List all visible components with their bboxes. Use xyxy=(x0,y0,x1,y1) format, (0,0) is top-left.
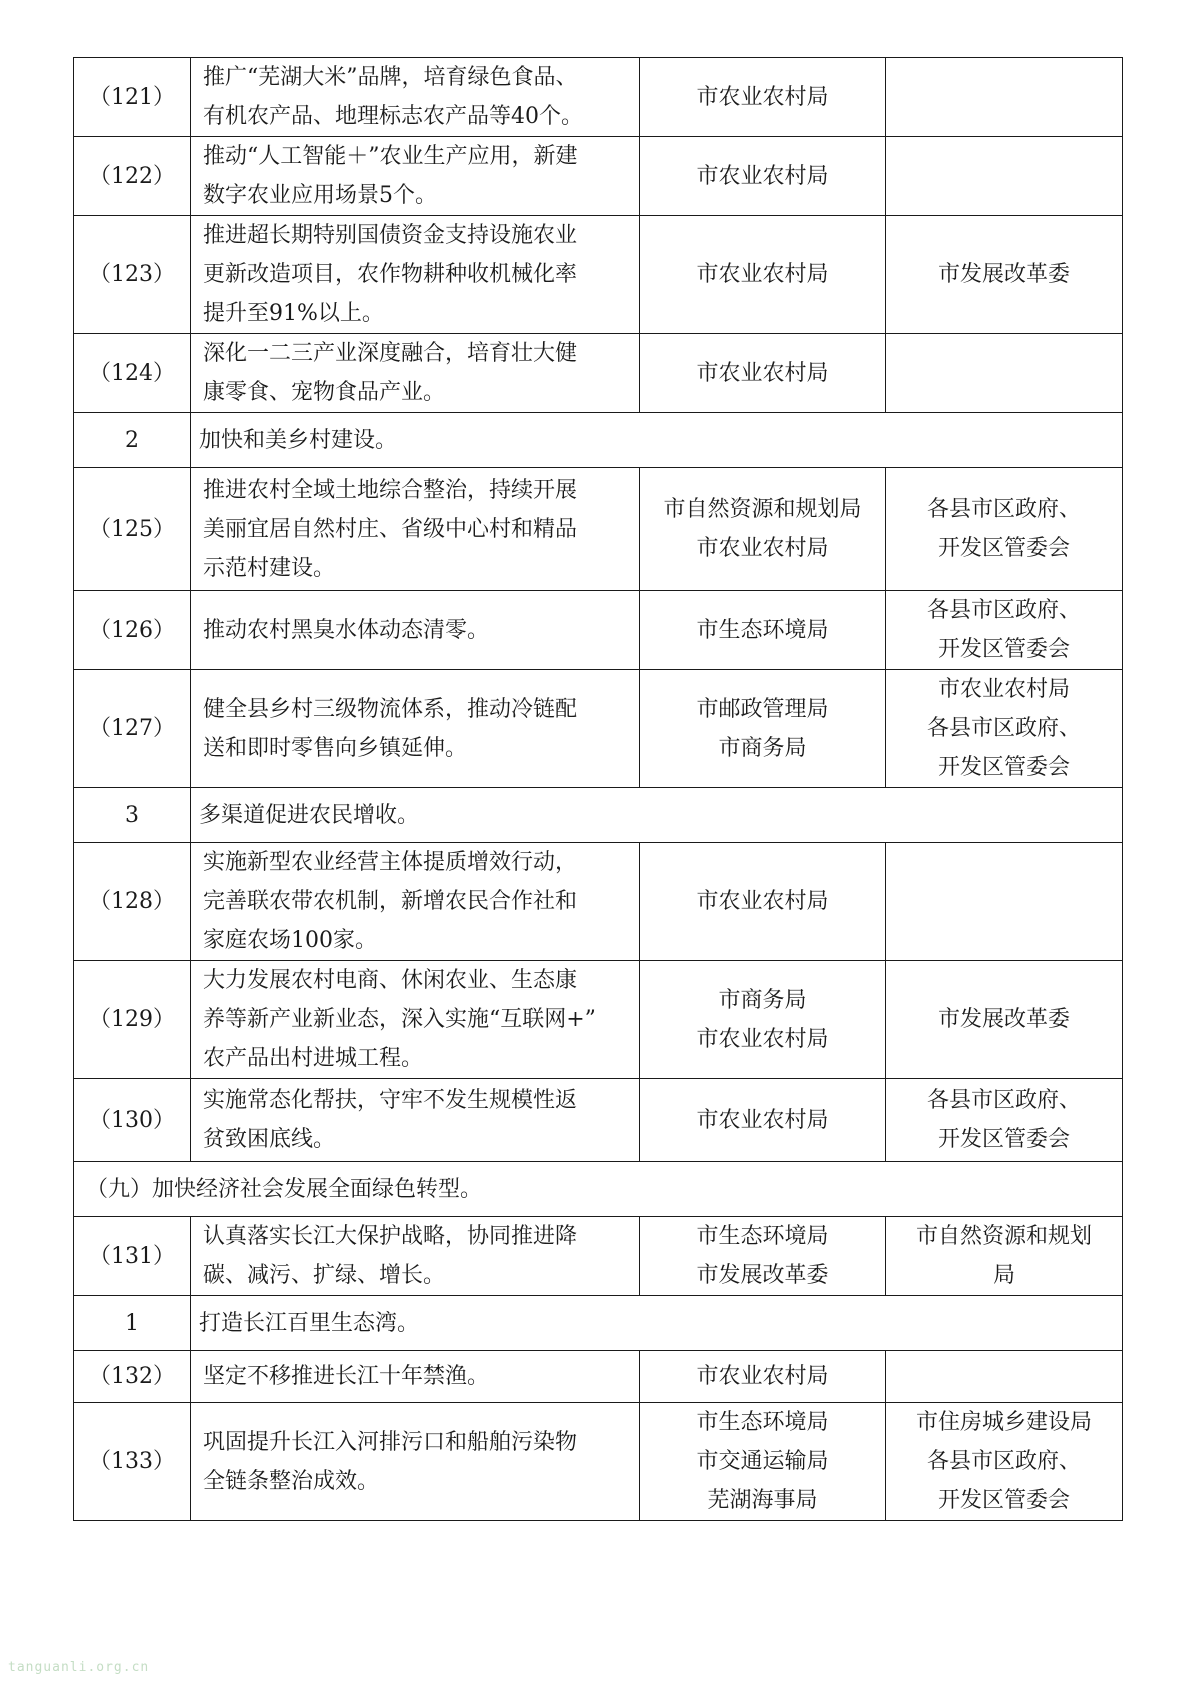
task-description-line: 推广“芜湖大米”品牌，培育绿色食品、 xyxy=(203,65,578,90)
task-description xyxy=(191,1403,640,1521)
task-number: （123） xyxy=(74,216,191,334)
task-description-line: 推进超长期特别国债资金支持设施农业 xyxy=(203,223,578,248)
task-description-line: 坚定不移推进长江十年禁渔。 xyxy=(203,1364,490,1389)
cooperating-unit-line: 市自然资源和规划 xyxy=(915,1224,1092,1249)
lead-unit xyxy=(640,1351,886,1403)
group-title: 打造长江百里生态湾。 xyxy=(191,1296,1123,1351)
group-title: 多渠道促进农民增收。 xyxy=(191,788,1123,843)
task-number: （132） xyxy=(74,1351,191,1403)
cooperating-unit xyxy=(886,591,1123,670)
task-row xyxy=(74,1351,1123,1403)
cooperating-unit-line: 市发展改革委 xyxy=(937,1007,1070,1032)
cooperating-unit-line: 市住房城乡建设局 xyxy=(915,1410,1092,1435)
lead-unit xyxy=(640,1079,886,1162)
cooperating-unit xyxy=(886,670,1123,788)
task-row xyxy=(74,670,1123,788)
task-description xyxy=(191,334,640,413)
task-description-line: 康零食、宠物食品产业。 xyxy=(203,380,446,405)
lead-unit xyxy=(640,961,886,1079)
cooperating-unit-line: 市发展改革委 xyxy=(937,262,1070,287)
task-description xyxy=(191,1217,640,1296)
cooperating-unit xyxy=(886,334,1123,413)
task-description xyxy=(191,137,640,216)
lead-unit-line: 市交通运输局 xyxy=(696,1449,829,1474)
lead-unit-line: 市商务局 xyxy=(718,987,807,1013)
task-description xyxy=(191,58,640,137)
cooperating-unit xyxy=(886,58,1123,137)
task-description xyxy=(191,1351,640,1403)
task-description xyxy=(191,843,640,961)
lead-unit-line: 市农业农村局 xyxy=(696,84,829,110)
lead-unit xyxy=(640,1217,886,1296)
cooperating-unit-line: 开发区管委会 xyxy=(937,536,1070,561)
task-description-line: 提升至91%以上。 xyxy=(203,301,384,326)
task-row xyxy=(74,1217,1123,1296)
lead-unit-line: 市自然资源和规划局 xyxy=(663,497,862,522)
task-description-line: 碳、减污、扩绿、增长。 xyxy=(203,1263,446,1288)
watermark-text: tanguanli.org.cn xyxy=(8,1660,150,1675)
task-description-line: 有机农产品、地理标志农产品等40个。 xyxy=(203,104,583,129)
cooperating-unit-line: 开发区管委会 xyxy=(937,1127,1070,1152)
lead-unit-line: 市生态环境局 xyxy=(696,617,829,643)
lead-unit xyxy=(640,334,886,413)
task-number: （127） xyxy=(74,670,191,788)
section-heading: （九）加快经济社会发展全面绿色转型。 xyxy=(74,1162,1123,1217)
task-table xyxy=(73,57,1123,1521)
cooperating-unit xyxy=(886,1351,1123,1403)
cooperating-unit xyxy=(886,216,1123,334)
task-description-line: 大力发展农村电商、休闲农业、生态康 xyxy=(203,968,578,993)
lead-unit xyxy=(640,58,886,137)
task-description-line: 实施新型农业经营主体提质增效行动， xyxy=(203,850,578,875)
lead-unit-line: 市生态环境局 xyxy=(696,1224,829,1249)
cooperating-unit xyxy=(886,961,1123,1079)
task-row xyxy=(74,216,1123,334)
task-number: （131） xyxy=(74,1217,191,1296)
group-number: 3 xyxy=(74,788,191,843)
lead-unit-line: 市发展改革委 xyxy=(696,1263,829,1288)
task-row xyxy=(74,843,1123,961)
lead-unit-line: 市农业农村局 xyxy=(696,163,829,189)
group-heading-row xyxy=(74,413,1123,468)
task-description-line: 健全县乡村三级物流体系，推动冷链配 xyxy=(203,696,578,722)
cooperating-unit-line: 市农业农村局 xyxy=(937,677,1070,702)
task-description-line: 完善联农带农机制，新增农民合作社和 xyxy=(203,889,578,914)
cooperating-unit-line: 局 xyxy=(992,1263,1015,1288)
lead-unit xyxy=(640,843,886,961)
task-row xyxy=(74,334,1123,413)
cooperating-unit-line: 各县市区政府、 xyxy=(926,598,1081,623)
task-row xyxy=(74,58,1123,137)
lead-unit-line: 芜湖海事局 xyxy=(707,1488,818,1513)
task-description-line: 养等新产业新业态，深入实施“互联网+” xyxy=(203,1007,596,1032)
group-number: 2 xyxy=(74,413,191,468)
task-number: （129） xyxy=(74,961,191,1079)
task-number: （128） xyxy=(74,843,191,961)
task-number: （130） xyxy=(74,1079,191,1162)
lead-unit xyxy=(640,670,886,788)
task-number: （124） xyxy=(74,334,191,413)
task-row xyxy=(74,1079,1123,1162)
cooperating-unit xyxy=(886,1079,1123,1162)
task-row xyxy=(74,468,1123,591)
task-description-line: 推动“人工智能＋”农业生产应用，新建 xyxy=(203,144,578,169)
task-row xyxy=(74,591,1123,670)
cooperating-unit xyxy=(886,843,1123,961)
task-description-line: 农产品出村进城工程。 xyxy=(203,1046,424,1071)
task-row xyxy=(74,961,1123,1079)
task-number: （126） xyxy=(74,591,191,670)
lead-unit-line: 市商务局 xyxy=(718,735,807,761)
lead-unit-line: 市农业农村局 xyxy=(696,360,829,386)
task-row xyxy=(74,1403,1123,1521)
group-heading-row xyxy=(74,788,1123,843)
lead-unit-line: 市农业农村局 xyxy=(696,889,829,914)
task-description-line: 巩固提升长江入河排污口和船舶污染物 xyxy=(203,1429,578,1455)
task-number: （133） xyxy=(74,1403,191,1521)
lead-unit-line: 市邮政管理局 xyxy=(696,696,829,722)
task-description-line: 送和即时零售向乡镇延伸。 xyxy=(203,735,468,761)
lead-unit-line: 市农业农村局 xyxy=(696,262,829,287)
group-title: 加快和美乡村建设。 xyxy=(191,413,1123,468)
task-description-line: 美丽宜居自然村庄、省级中心村和精品 xyxy=(203,516,578,542)
lead-unit-line: 市农业农村局 xyxy=(696,1026,829,1052)
lead-unit xyxy=(640,1403,886,1521)
lead-unit-line: 市生态环境局 xyxy=(696,1410,829,1435)
task-number: （121） xyxy=(74,58,191,137)
cooperating-unit xyxy=(886,468,1123,591)
cooperating-unit xyxy=(886,137,1123,216)
cooperating-unit-line: 开发区管委会 xyxy=(937,637,1070,662)
task-description-line: 推动农村黑臭水体动态清零。 xyxy=(203,617,490,643)
task-description xyxy=(191,670,640,788)
task-description xyxy=(191,591,640,670)
cooperating-unit-line: 各县市区政府、 xyxy=(926,1449,1081,1474)
cooperating-unit xyxy=(886,1217,1123,1296)
lead-unit xyxy=(640,591,886,670)
cooperating-unit-line: 开发区管委会 xyxy=(937,1488,1070,1513)
lead-unit-line: 市农业农村局 xyxy=(696,1364,829,1389)
cooperating-unit-line: 各县市区政府、 xyxy=(926,497,1081,522)
task-description-line: 推进农村全域土地综合整治，持续开展 xyxy=(203,477,578,503)
task-table-body xyxy=(74,58,1123,1521)
task-description-line: 家庭农场100家。 xyxy=(203,928,377,953)
cooperating-unit xyxy=(886,1403,1123,1521)
lead-unit xyxy=(640,137,886,216)
lead-unit xyxy=(640,216,886,334)
task-description-line: 示范村建设。 xyxy=(203,555,336,581)
cooperating-unit-line: 各县市区政府、 xyxy=(926,1088,1081,1113)
lead-unit xyxy=(640,468,886,591)
section-heading-row xyxy=(74,1162,1123,1217)
task-number: （122） xyxy=(74,137,191,216)
task-description xyxy=(191,961,640,1079)
task-description xyxy=(191,216,640,334)
lead-unit-line: 市农业农村局 xyxy=(696,536,829,561)
group-heading-row xyxy=(74,1296,1123,1351)
task-description-line: 深化一二三产业深度融合，培育壮大健 xyxy=(203,341,578,366)
task-description xyxy=(191,468,640,591)
cooperating-unit-line: 开发区管委会 xyxy=(937,755,1070,780)
task-description-line: 认真落实长江大保护战略，协同推进降 xyxy=(203,1224,578,1249)
task-description-line: 实施常态化帮扶，守牢不发生规模性返 xyxy=(203,1088,578,1113)
group-number: 1 xyxy=(74,1296,191,1351)
task-description-line: 全链条整治成效。 xyxy=(203,1468,380,1494)
task-description xyxy=(191,1079,640,1162)
task-number: （125） xyxy=(74,468,191,591)
task-row xyxy=(74,137,1123,216)
task-description-line: 更新改造项目，农作物耕种收机械化率 xyxy=(203,262,578,287)
task-description-line: 贫致困底线。 xyxy=(203,1127,336,1152)
task-description-line: 数字农业应用场景5个。 xyxy=(203,183,437,208)
lead-unit-line: 市农业农村局 xyxy=(696,1107,829,1133)
cooperating-unit-line: 各县市区政府、 xyxy=(926,716,1081,741)
